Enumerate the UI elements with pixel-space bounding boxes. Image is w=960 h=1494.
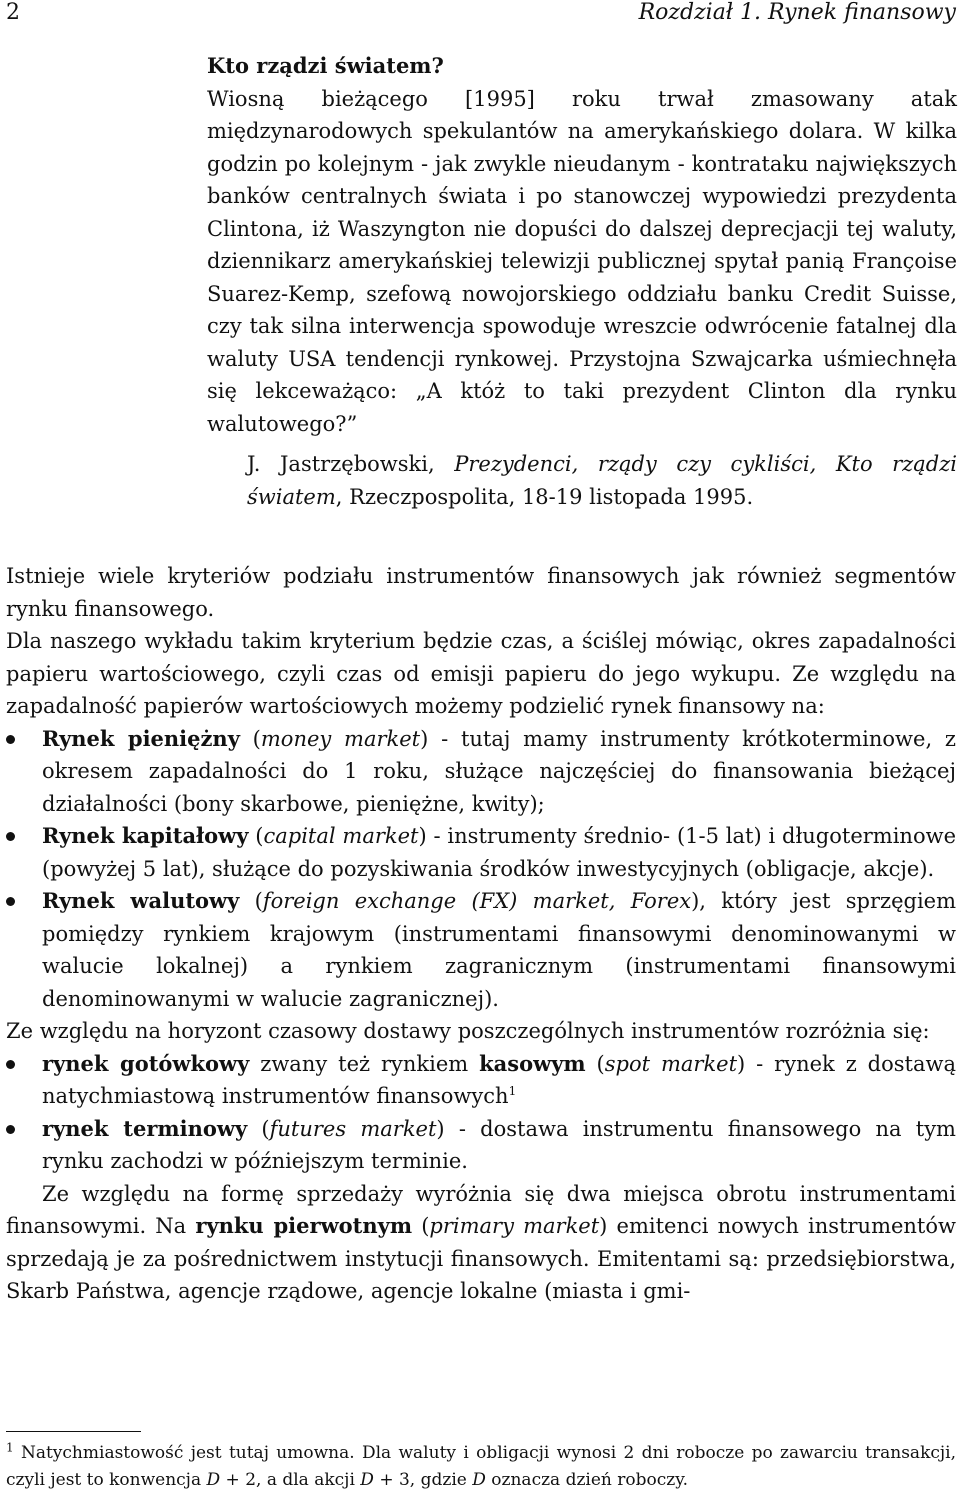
- bullet-icon: [6, 897, 15, 906]
- footnote-text: + 2, a dla akcji: [220, 1470, 361, 1490]
- list-item-paren: (: [248, 824, 264, 848]
- footnote-rule: [6, 1431, 141, 1432]
- list-item: [6, 885, 956, 1015]
- footnote-math: D: [472, 1470, 486, 1490]
- footnote-math: D: [360, 1470, 374, 1490]
- list-item-term: Rynek walutowy: [42, 888, 240, 913]
- list-item-term-2: kasowym: [479, 1050, 586, 1076]
- running-title: Rozdział 1. Rynek finansowy: [638, 0, 956, 25]
- footnote-ref[interactable]: 1: [508, 1084, 517, 1098]
- list-item-english: capital market: [263, 824, 419, 848]
- list-item-term: Rynek pieniężny: [42, 725, 240, 751]
- paragraph-3: Ze względu na horyzont czasowy dostawy poszczególnych instrumentów rozróżnia się:: [6, 1019, 930, 1043]
- list-item-paren: (: [585, 1051, 605, 1076]
- paragraph-4-text: Ze względu na formę sprzedaży wyróżnia się dwa miejsca obrotu instrumentami finansowymi. Na: [6, 1181, 956, 1238]
- list-item-term: Rynek kapitałowy: [42, 823, 249, 848]
- quote-text: Wiosną bieżącego [1995] roku trwał zmasowany atak międzynarodowych spekulantów na amerykańskiego dolara. W kilka godzin po kolejnym - jak zwykle nieudanym - kontrataku największych banków centralnych świata i po stanowczej wypowiedzi prezydenta Clintona, iż Waszyngton nie dopuści do dalszej deprecjacji tej waluty, dziennikarz amerykańskiej telewizji publicznej spytał panią Françoise Suarez-Kemp, szefową nowojorskiego oddziału banku Credit Suisse, czy tak silna interwencja spowoduje wreszcie odwrócenie fatalnej dla waluty USA tendencji rynkowej. Przystojna Szwajcarka uśmiechnęła się lekceważąco: „A któż to taki prezydent Clinton dla rynku walutowego?”: [207, 86, 957, 436]
- list-item-english: foreign exchange (FX) market, Forex: [262, 889, 692, 913]
- market-types-list: [6, 723, 956, 1016]
- footnote: [6, 1440, 956, 1494]
- bullet-icon: [6, 735, 15, 744]
- list-item: [6, 1113, 956, 1178]
- footnote-text: + 3, gdzie: [373, 1470, 473, 1490]
- footnote-math: D: [206, 1470, 221, 1490]
- list-item-term: rynek gotówkowy: [42, 1050, 250, 1076]
- bullet-icon: [6, 1125, 15, 1134]
- footnote-text: oznacza dzień roboczy.: [485, 1470, 688, 1490]
- list-item-text: zwany też rynkiem: [249, 1051, 480, 1076]
- quote-source-title: Prezydenci, rządy czy cykliści, Kto rządzi światem: [247, 452, 957, 509]
- list-item-english: futures market: [269, 1116, 437, 1141]
- list-item-paren: (: [247, 1116, 270, 1141]
- list-item-text: ) - rynek z dostawą natychmiastową instrumentów finansowych: [42, 1051, 956, 1108]
- quote-source: [247, 448, 957, 513]
- list-item-text: ), który jest sprzęgiem pomiędzy rynkiem krajowym (instrumentami finansowymi denominowanymi w walucie lokalnej) a rynkiem zagranicznym (instrumentami finansowymi denominowanymi w walucie zagranicznej).: [42, 889, 956, 1011]
- list-item: [6, 820, 956, 885]
- list-item-text: ) - tutaj mamy instrumenty krótkoterminowe, z okresem zapadalności do 1 roku, służące najczęściej do finansowania bieżącej działalności (bony skarbowe, pieniężne, kwity);: [42, 726, 956, 816]
- main-text: [6, 560, 956, 1308]
- paragraph-4-rest: ) emitenci nowych instrumentów sprzedają je za pośrednictwem instytucji finansowych. Emitentami są: przedsiębiorstwa, Skarb Państwa, agencje rządowe, agencje lokalne (miasta i gmi-: [6, 1214, 956, 1303]
- epigraph-quote: [207, 50, 957, 513]
- paragraph-4: [6, 1178, 956, 1308]
- paragraph-4-term: rynku pierwotnym: [195, 1213, 413, 1238]
- list-item: [6, 723, 956, 821]
- list-item-term: rynek terminowy: [42, 1115, 248, 1141]
- paragraph-1: Istnieje wiele kryteriów podziału instrumentów finansowych jak również segmentów rynku finansowego.: [6, 564, 956, 621]
- list-item-paren: (: [239, 726, 261, 751]
- bullet-icon: [6, 832, 15, 841]
- paragraph-4-paren: (: [412, 1214, 430, 1238]
- paragraph-2: Dla naszego wykładu takim kryterium będzie czas, a ściślej mówiąc, okres zapadalności papieru wartościowego, czyli czas od emisji papieru do jego wykupu. Ze względu na zapadalność papierów wartościowych możemy podzielić rynek finansowy na:: [6, 629, 956, 718]
- list-item-text: ) - instrumenty średnio- (1-5 lat) i długoterminowe (powyżej 5 lat), służące do pozyskiwania środków inwestycyjnych (obligacje, akcje).: [42, 824, 957, 881]
- paragraph-4-english: primary market: [429, 1214, 600, 1238]
- list-item-english: spot market: [604, 1051, 738, 1076]
- list-item-text: ) - dostawa instrumentu finansowego na tym rynku zachodzi w późniejszym terminie.: [42, 1116, 956, 1173]
- footnote-marker: 1: [6, 1440, 14, 1455]
- quote-source-rest: , Rzeczpospolita, 18-19 listopada 1995.: [335, 484, 754, 509]
- footnote-text: Natychmiastowość jest tutaj umowna. Dla waluty i obligacji wynosi 2 dni robocze po zawarciu transakcji, czyli jest to konwencja: [6, 1443, 956, 1490]
- page-number: 2: [6, 0, 20, 25]
- quote-title: Kto rządzi światem?: [207, 53, 444, 78]
- quote-source-author: J. Jastrzębowski,: [247, 452, 435, 476]
- page-header: [6, 0, 956, 32]
- bullet-icon: [6, 1060, 15, 1069]
- list-item: [6, 1048, 956, 1113]
- delivery-types-list: [6, 1048, 956, 1178]
- list-item-english: money market: [260, 726, 421, 751]
- list-item-paren: (: [239, 889, 263, 913]
